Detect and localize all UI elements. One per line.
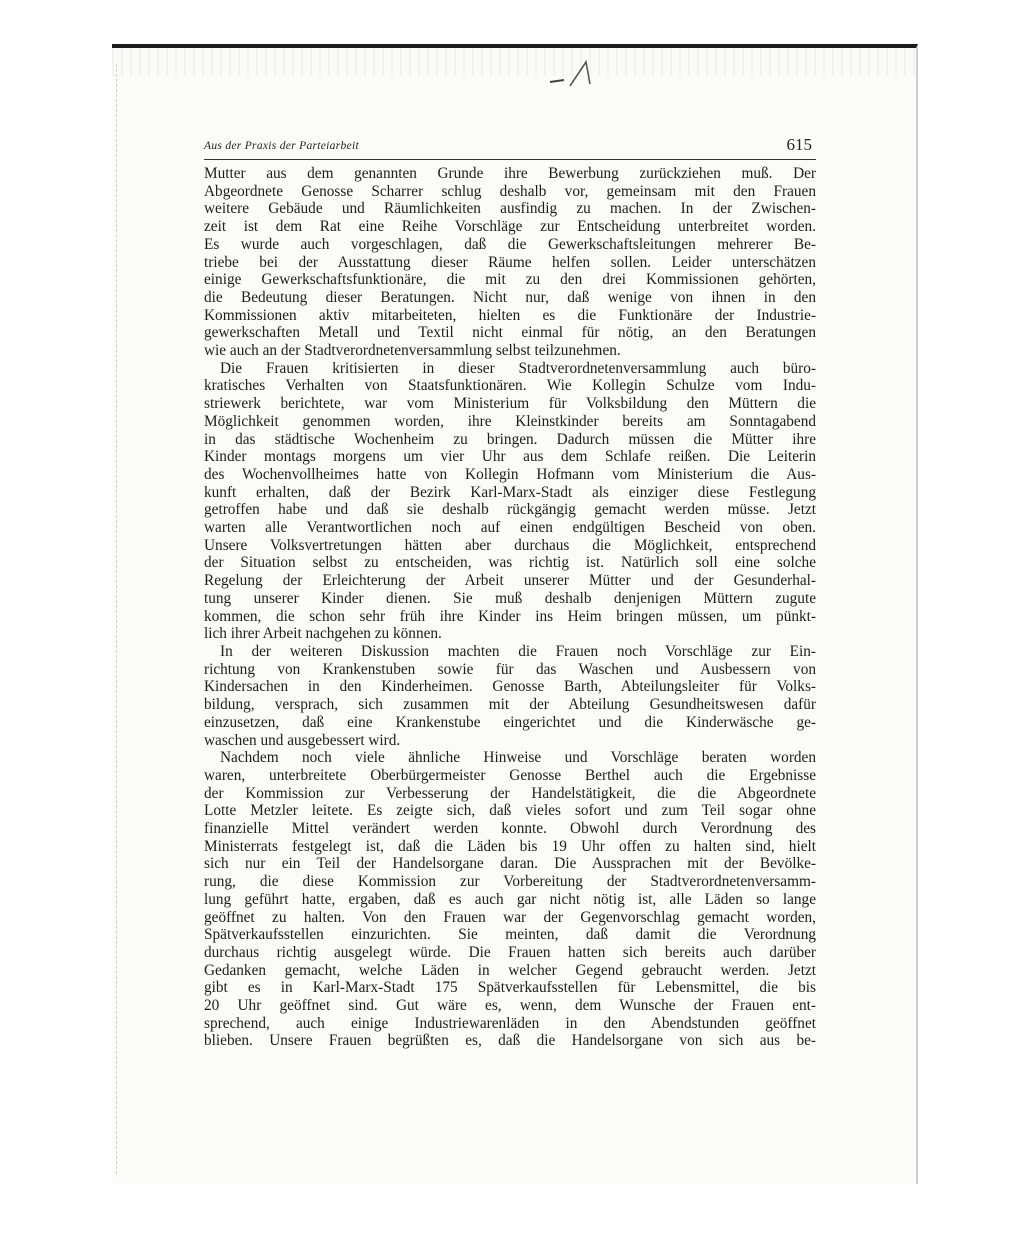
text-line: geöffnet zu halten. Von den Frauen war der Gegenvorschlag gemacht worden, [204,908,816,926]
text-line: sprechend, auch einige Industriewarenläden in den Abendstunden geöffnet [204,1014,816,1032]
text-line: einzusetzen, daß eine Krankenstube eingerichtet und die Kinderwäsche ge- [204,713,816,731]
text-line: Unsere Volksvertretungen hätten aber durchaus die Möglichkeit, entsprechend [204,536,816,554]
text-line: gewerkschaften Metall und Textil nicht einmal für nötig, an den Beratungen [204,324,816,342]
text-line: Gedanken gemacht, welche Läden in welcher Gegend gebraucht werden. Jetzt [204,961,816,979]
text-line: kratisches Verhalten von Staatsfunktionären. Wie Kollegin Schulze vom Indu- [204,377,816,395]
text-line: Kinder montags morgens um vier Uhr aus dem Schlafe reißen. Die Leiterin [204,448,816,466]
text-line: Spätverkaufsstellen einzurichten. Sie meinten, daß damit die Verordnung [204,926,816,944]
text-line: Kommissionen aktiv mitarbeiteten, hielten es die Funktionäre der Industrie- [204,306,816,324]
text-line: lung geführt hatte, ergaben, daß es auch gar nicht nötig ist, alle Läden so lange [204,890,816,908]
text-line: rung, die diese Kommission zur Vorbereitung der Stadtverordnetenversamm- [204,873,816,891]
text-line: triebe bei der Ausstattung dieser Räume helfen sollen. Leider unterschätzen [204,253,816,271]
text-line: kommen, die schon sehr früh ihre Kinder ins Heim bringen müssen, um pünkt- [204,607,816,625]
text-line: durchaus richtig ausgelegt würde. Die Frauen hatten sich bereits auch darüber [204,943,816,961]
text-line: Regelung der Erleichterung der Arbeit unserer Mütter und der Gesunderhal- [204,572,816,590]
text-line: tung unserer Kinder dienen. Sie muß deshalb denjenigen Müttern zugute [204,589,816,607]
text-line: weitere Gebäude und Räumlichkeiten ausfindig zu machen. In der Zwischen- [204,200,816,218]
text-line: In der weiteren Diskussion machten die Frauen noch Vorschläge zur Ein- [220,642,816,660]
text-line: richtung von Krankenstuben sowie für das Waschen und Ausbessern von [204,660,816,678]
text-line: blieben. Unsere Frauen begrüßten es, daß die Handelsorgane von sich aus be- [204,1032,816,1050]
text-line: Mutter aus dem genannten Grunde ihre Bewerbung zurückziehen muß. Der [204,165,816,182]
text-line: striewerk berichtete, war vom Ministerium für Volksbildung den Müttern die [204,395,816,413]
text-line: gibt es in Karl-Marx-Stadt 175 Spätverkaufsstellen für Lebensmittel, die bis [204,979,816,997]
text-line: Es wurde auch vorgeschlagen, daß die Gewerkschaftsleitungen mehrerer Be- [204,235,816,253]
text-line: in das städtische Wochenheim zu bringen. Dadurch müssen die Mütter ihre [204,430,816,448]
binding-edge [116,64,125,1174]
text-line: die Bedeutung dieser Beratungen. Nicht nur, daß wenige von ihnen in den [204,288,816,306]
text-line: Ministerrats festgelegt ist, daß die Läden bis 19 Uhr offen zu halten sind, hielt [204,837,816,855]
running-title: Aus der Praxis der Parteiarbeit [204,140,359,152]
pencil-mark-icon [546,56,606,92]
text-line: lich ihrer Arbeit nachgehen zu können. [204,625,442,643]
text-line: waren, unterbreitete Oberbürgermeister Genosse Berthel auch die Ergebnisse [204,766,816,784]
text-line: 20 Uhr geöffnet sind. Gut wäre es, wenn, dem Wunsche der Frauen ent- [204,997,816,1015]
scanned-page [112,44,918,1184]
text-line: kunft erhalten, daß der Bezirk Karl-Marx-Stadt als einziger diese Festlegung [204,483,816,501]
body-text [204,165,816,1050]
text-line: wie auch an der Stadtverordnetenversammlung selbst teilzunehmen. [204,342,621,360]
text-line: getroffen habe und daß sie deshalb rückgängig gemacht werden müsse. Jetzt [204,501,816,519]
text-line: Die Frauen kritisierten in dieser Stadtverordnetenversammlung auch büro- [220,359,816,377]
text-line: des Wochenvollheimes hatte von Kollegin Hofmann vom Ministerium die Aus- [204,465,816,483]
text-line: Kindersachen in den Kinderheimen. Genosse Barth, Abteilungsleiter für Volks- [204,678,816,696]
text-line: einige Gewerkschaftsfunktionäre, die mit zu den drei Kommissionen gehörten, [204,271,816,289]
text-line: warten alle Verantwortlichen noch auf einen endgültigen Bescheid von oben. [204,519,816,537]
text-line: der Situation selbst zu entscheiden, was richtig ist. Natürlich soll eine solche [204,554,816,572]
page-header [204,128,816,160]
text-line: zeit ist dem Rat eine Reihe Vorschläge zur Entscheidung unterbreitet worden. [204,218,816,236]
text-line: Nachdem noch viele ähnliche Hinweise und Vorschläge beraten worden [220,749,816,767]
header-rule [204,159,816,160]
text-line: sich nur ein Teil der Handelsorgane daran. Die Aussprachen mit der Bevölke- [204,855,816,873]
page-number: 615 [786,135,812,154]
text-line: Abgeordnete Genosse Scharrer schlug deshalb vor, gemeinsam mit den Frauen [204,182,816,200]
text-line: Möglichkeit genommen worden, ihre Kleinstkinder bereits am Sonntagabend [204,412,816,430]
scan-edge-texture [112,48,916,76]
text-line: Lotte Metzler leitete. Es zeigte sich, daß vieles sofort und zum Teil sogar ohne [204,802,816,820]
text-line: bildung, versprach, sich zusammen mit der Abteilung Gesundheitswesen dafür [204,696,816,714]
text-line: waschen und ausgebessert wird. [204,731,401,749]
text-line: finanzielle Mittel verändert werden konnte. Obwohl durch Verordnung des [204,820,816,838]
text-line: der Kommission zur Verbesserung der Handelstätigkeit, die die Abgeordnete [204,784,816,802]
